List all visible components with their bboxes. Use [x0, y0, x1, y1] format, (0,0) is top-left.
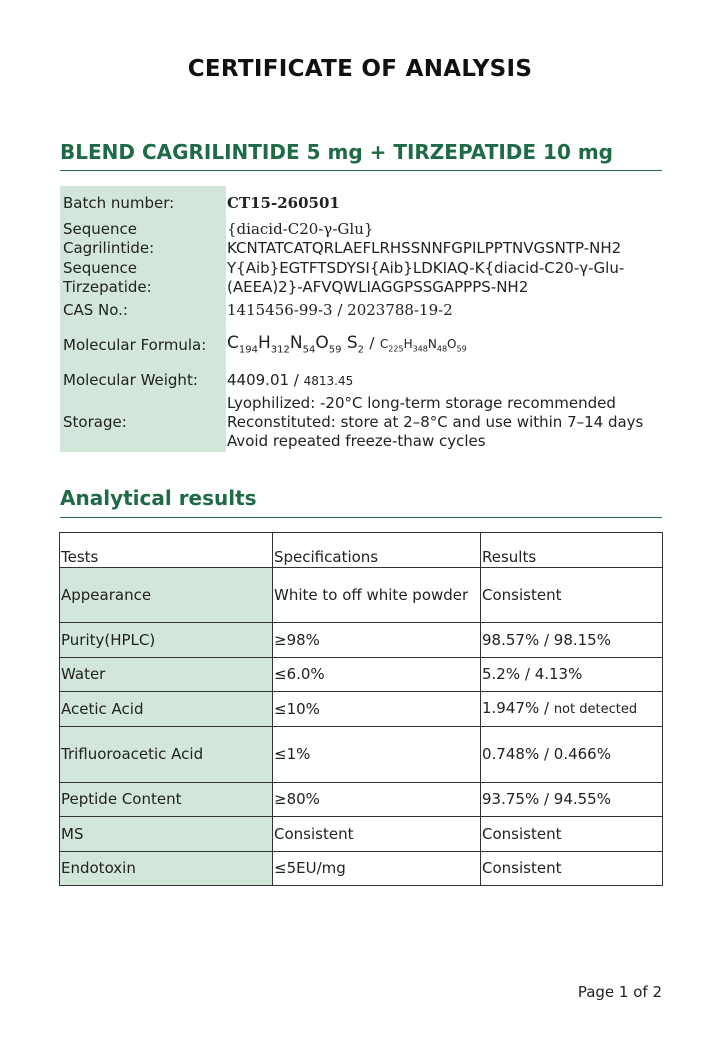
document-title: CERTIFICATE OF ANALYSIS — [187, 56, 533, 82]
result-cell: 5.2% / 4.13% — [481, 658, 663, 692]
spec-cell: ≤6.0% — [273, 658, 481, 692]
seq-tir-label-1: Sequence — [63, 259, 137, 277]
spec-cell: Consistent — [273, 817, 481, 852]
table-row — [60, 727, 663, 783]
mw-value: 4409.01 / 4813.45 — [227, 371, 354, 389]
test-cell: Water — [60, 658, 273, 692]
formula-label: Molecular Formula: — [63, 336, 207, 354]
divider — [60, 517, 662, 518]
seq-cag-label-2: Cagrilintide: — [63, 239, 155, 257]
seq-tir-value-1: Y{Aib}EGTFTSDYSI{Aib}LDKIAQ-K{diacid-C20-γ-Glu- — [227, 259, 625, 277]
table-header-row — [60, 533, 663, 568]
table-row — [60, 783, 663, 817]
cas-value: 1415456-99-3 / 2023788-19-2 — [227, 301, 453, 319]
molecular-formula: $C_{194}H_{312}N_{54}O_{59}$ $S_2 / C_{225}H_{348}N_{48}O_{59}$ — [227, 333, 467, 356]
result-cell: Consistent — [481, 852, 663, 886]
seq-cag-label-1: Sequence — [63, 220, 137, 238]
result-cell: 1.947% / not detected — [481, 692, 663, 727]
seq-cag-value-2: KCNTATCATQRLAEFLRHSSNNFGPILPPTNVGSNTP-NH2 — [227, 239, 622, 257]
page-number: Page 1 of 2 — [577, 983, 662, 1001]
spec-cell: White to off white powder — [273, 568, 481, 623]
table-row — [60, 623, 663, 658]
batch-label: Batch number: — [63, 194, 175, 212]
result-cell: Consistent — [481, 568, 663, 623]
result-cell: 0.748% / 0.466% — [481, 727, 663, 783]
test-cell: Peptide Content — [60, 783, 273, 817]
cas-label: CAS No.: — [63, 301, 128, 319]
table-row — [60, 568, 663, 623]
test-cell: Endotoxin — [60, 852, 273, 886]
result-cell: 98.57% / 98.15% — [481, 623, 663, 658]
test-cell: MS — [60, 817, 273, 852]
seq-cag-value-1: {diacid-C20-γ-Glu} — [227, 220, 374, 238]
test-cell: Trifluoroacetic Acid — [60, 727, 273, 783]
divider — [60, 170, 662, 171]
column-header: Tests — [60, 533, 273, 568]
storage-line-3: Avoid repeated freeze-thaw cycles — [227, 432, 486, 450]
storage-label: Storage: — [63, 413, 127, 431]
section-title: Analytical results — [60, 486, 257, 510]
storage-line-1: Lyophilized: -20°C long-term storage recommended — [227, 394, 616, 412]
seq-tir-value-2: (AEEA)2}-AFVQWLIAGGPSSGAPPPS-NH2 — [227, 278, 529, 296]
test-cell: Purity(HPLC) — [60, 623, 273, 658]
results-table — [59, 532, 663, 886]
spec-cell: ≥80% — [273, 783, 481, 817]
spec-cell: ≤5EU/mg — [273, 852, 481, 886]
test-cell: Appearance — [60, 568, 273, 623]
storage-line-2: Reconstituted: store at 2–8°C and use within 7–14 days — [227, 413, 644, 431]
result-cell: 93.75% / 94.55% — [481, 783, 663, 817]
mw-label: Molecular Weight: — [63, 371, 198, 389]
column-header: Results — [481, 533, 663, 568]
seq-tir-label-2: Tirzepatide: — [63, 278, 152, 296]
batch-value: CT15-260501 — [227, 194, 340, 212]
table-row — [60, 658, 663, 692]
product-name: BLEND CAGRILINTIDE 5 mg + TIRZEPATIDE 10 mg — [60, 140, 613, 164]
spec-cell: ≥98% — [273, 623, 481, 658]
result-cell: Consistent — [481, 817, 663, 852]
table-row — [60, 817, 663, 852]
spec-cell: ≤1% — [273, 727, 481, 783]
test-cell: Acetic Acid — [60, 692, 273, 727]
table-row — [60, 852, 663, 886]
table-row — [60, 692, 663, 727]
spec-cell: ≤10% — [273, 692, 481, 727]
column-header: Specifications — [273, 533, 481, 568]
